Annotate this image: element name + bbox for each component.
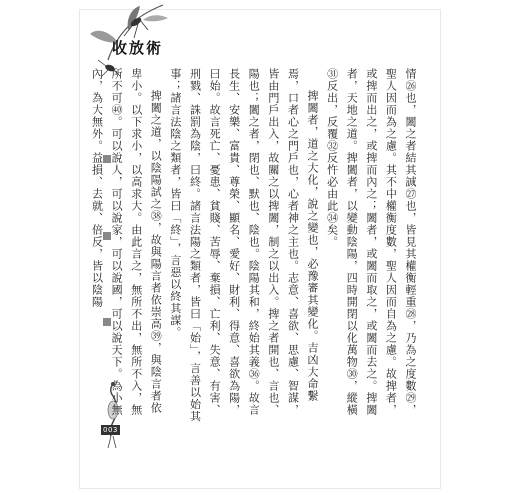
paragraph: 捭闔之道，以陰陽試之㊳，故與陽言者依崇高㊴，與陰言者依卑小。以下求小，以高求大。由此言之，無所不出，無所不入，無所不可㊵。可以說人，可以說家，可以說國，可以說天下。為小無內，為大無外。益損、去就、倍反，皆以陰陽 <box>90 68 163 416</box>
chapter-title: 收放術 <box>112 39 164 57</box>
page-number: 003 <box>103 426 118 434</box>
paragraph: 情㉖也，闔之者結其誠㉗也，皆見其權衡輕重㉘，乃為之度數㉙，聖人因而為之慮。其不中權衡度數，聖人因而自為之慮。故捭者，或捭而出之，或捭而內之；闔者，或闔而取之，或闔而去之。捭闔者，天地之道。捭闔者，以變動陰陽，四時開閉以化萬物㉚，縱橫㉛反出，反覆㉜反忤必由此㉞矣。 <box>325 68 417 416</box>
body-text <box>90 68 420 423</box>
paragraph: 捭闔者，道之大化，說之變也，必豫審其變化。吉凶大命繫焉，口者心之門戶也，心者神之主也。志意、喜欲、思慮、智謀，皆由門戶出入，故關之以捭闔，制之以出入。捭之者開也、言也、陽也；闔之者，閉也、默也、陰也。陰陽其和，終始其義㊱。故言長生、安樂、富貴、尊榮、顯名、愛好、財利、得意、喜欲為陽，曰始。故言死亡、憂患、貧賤、苦辱、棄損、亡利、失意、有害、刑戮、誅罰為陰，曰終。諸言法陽之類者，皆曰「始」，言善以始其事；諸言法陰之類者，皆曰「終」，言惡以終其謀。 <box>168 68 320 423</box>
